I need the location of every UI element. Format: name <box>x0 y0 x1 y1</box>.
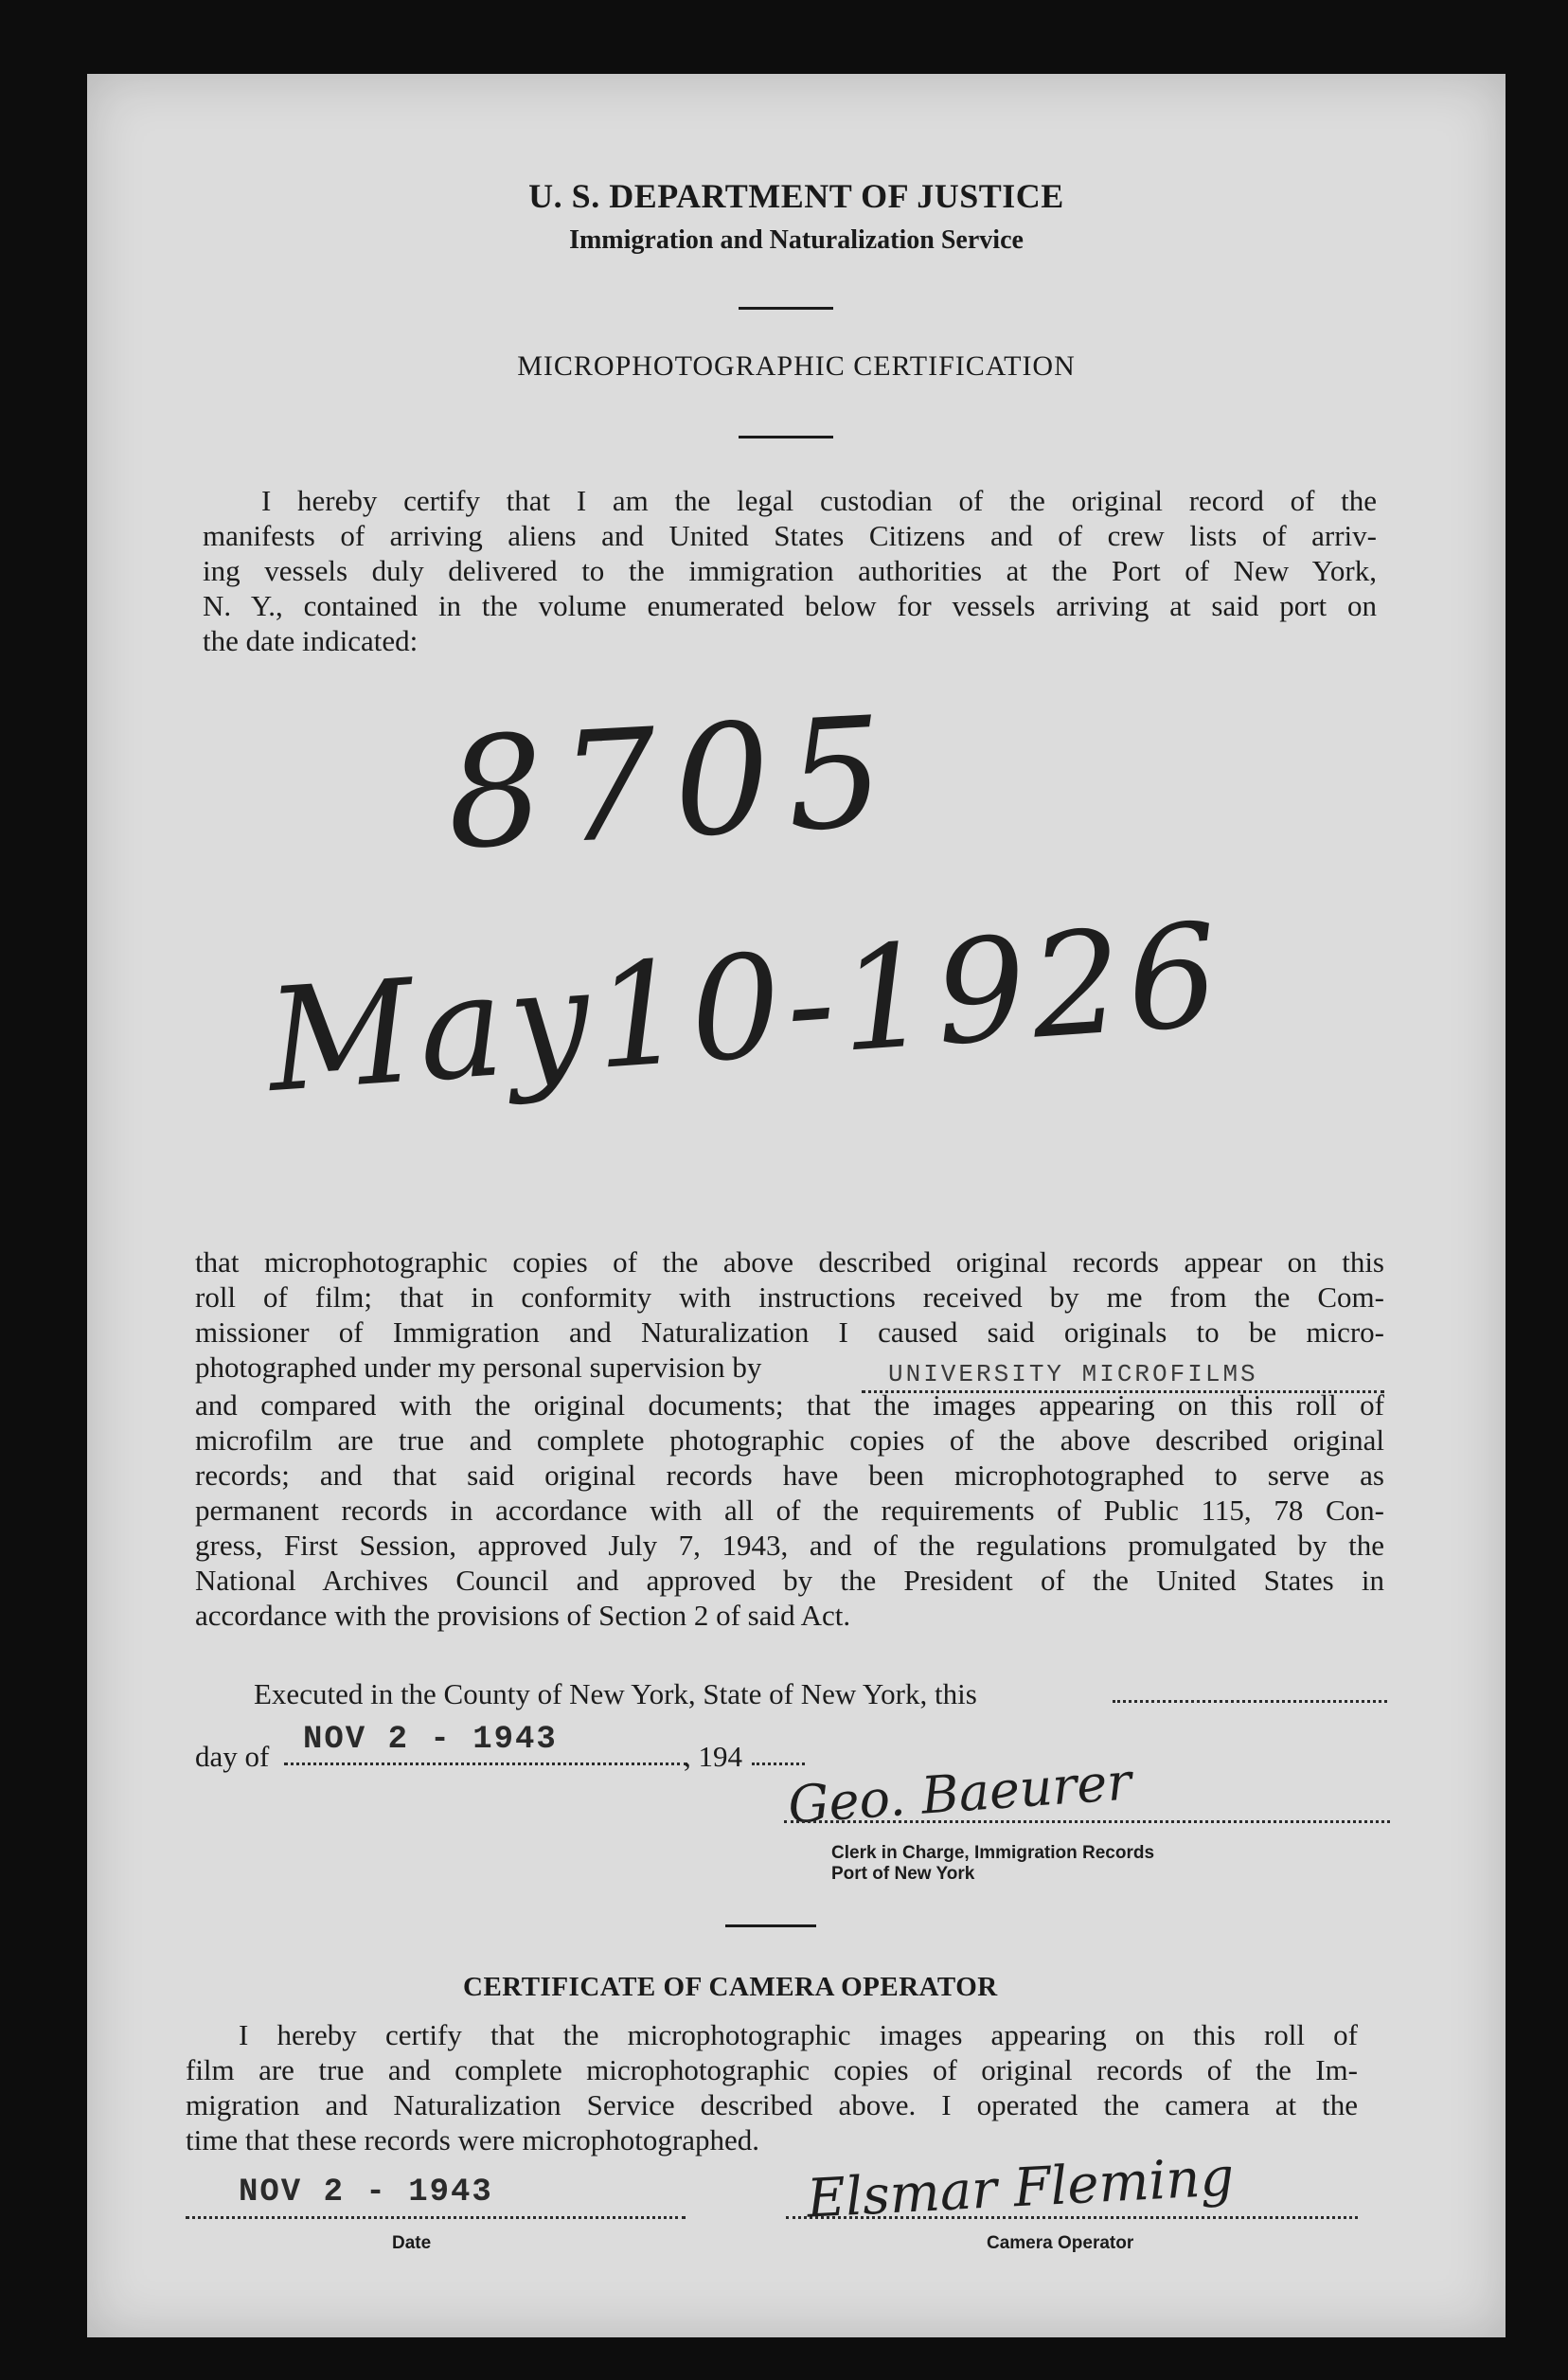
microfilm-company-typed: UNIVERSITY MICROFILMS <box>888 1360 1258 1388</box>
executed-dotted-line <box>1113 1700 1387 1703</box>
certification-title: MICROPHOTOGRAPHIC CERTIFICATION <box>517 350 1076 382</box>
clerk-title: Clerk in Charge, Immigration Records <box>831 1843 1155 1863</box>
year-label: , 194 <box>684 1740 742 1773</box>
day-of-label: day of <box>195 1740 270 1773</box>
camera-certificate-title: CERTIFICATE OF CAMERA OPERATOR <box>463 1972 998 2002</box>
body-paragraph <box>195 1244 1384 1633</box>
clerk-port: Port of New York <box>831 1864 975 1884</box>
body-line: that microphotographic copies of the above described original records appear on this <box>195 1245 1384 1279</box>
date-stamp: NOV 2 - 1943 <box>303 1722 558 1758</box>
body-line: roll of film; that in conformity with instructions received by me from the Com- <box>195 1280 1384 1314</box>
divider <box>725 1924 816 1927</box>
intro-line: manifests of arriving aliens and United States Citizens and of crew lists of arriv- <box>203 519 1377 552</box>
intro-paragraph <box>203 483 1377 658</box>
executed-text: Executed in the County of New York, State of New York, this <box>254 1677 977 1710</box>
camera-line: migration and Naturalization Service described above. I operated the camera at the <box>186 2088 1358 2121</box>
signature-dotted-line <box>784 1820 1390 1823</box>
date-label: Date <box>392 2233 432 2253</box>
camera-line: time that these records were microphotographed. <box>186 2123 759 2156</box>
body-line: microfilm are true and complete photographic copies of the above described original <box>195 1423 1384 1457</box>
body-line: missioner of Immigration and Naturalization I caused said originals to be micro- <box>195 1315 1384 1349</box>
camera-paragraph <box>186 2017 1358 2157</box>
clerk-signature: Geo. Baeurer <box>786 1751 1133 1835</box>
department-heading: U. S. DEPARTMENT OF JUSTICE <box>528 177 1064 215</box>
body-line: records; and that said original records have been microphotographed to serve as <box>195 1458 1384 1492</box>
supervision-dotted-line <box>862 1390 1384 1393</box>
certificate-sheet <box>87 74 1506 2337</box>
body-line: accordance with the provisions of Section 2 of said Act. <box>195 1599 851 1632</box>
camera-operator-label: Camera Operator <box>987 2233 1134 2253</box>
camera-operator-signature: Elsmar Fleming <box>805 2146 1236 2230</box>
body-line: permanent records in accordance with all of the requirements of Public 115, 78 Con- <box>195 1494 1384 1527</box>
supervision-prefix: photographed under my personal supervision by <box>195 1351 762 1384</box>
day-dotted-line <box>284 1763 687 1765</box>
handwritten-volume-number: 8705 <box>442 682 905 884</box>
intro-line: the date indicated: <box>203 624 419 657</box>
intro-line: ing vessels duly delivered to the immigration authorities at the Port of New York, <box>203 554 1377 587</box>
body-line: and compared with the original documents; that the images appearing on this roll of <box>195 1388 1384 1422</box>
intro-line: I hereby certify that I am the legal custodian of the original record of the <box>261 484 1377 517</box>
camera-line: film are true and complete microphotographic copies of original records of the Im- <box>186 2053 1358 2086</box>
intro-line: N. Y., contained in the volume enumerated below for vessels arriving at said port on <box>203 589 1377 622</box>
service-subheading: Immigration and Naturalization Service <box>569 225 1024 255</box>
camera-date-stamp: NOV 2 - 1943 <box>239 2174 493 2210</box>
body-line: gress, First Session, approved July 7, 1943, and of the regulations promulgated by the <box>195 1529 1384 1562</box>
divider <box>739 436 833 438</box>
date-dotted-line <box>186 2216 686 2219</box>
divider <box>739 307 833 310</box>
year-dotted-line <box>752 1763 805 1765</box>
body-line: National Archives Council and approved by the President of the United States in <box>195 1564 1384 1597</box>
handwritten-arrival-date: May10-1926 <box>262 892 1229 1125</box>
camera-line: I hereby certify that the microphotographic images appearing on this roll of <box>239 2018 1358 2051</box>
